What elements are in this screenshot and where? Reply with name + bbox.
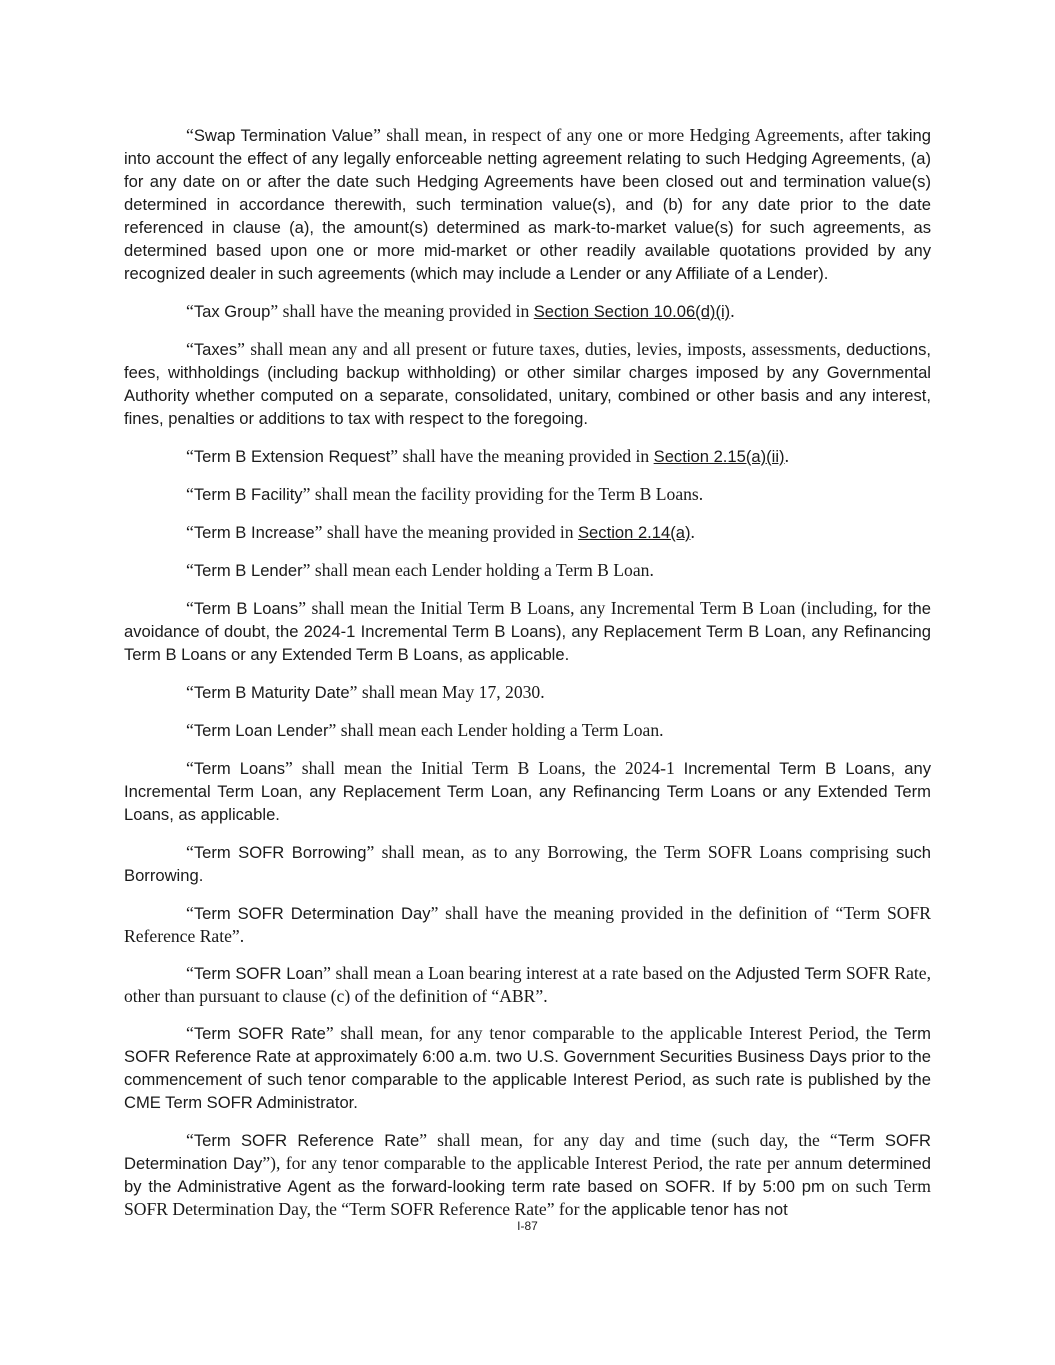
definition-text: Term SOFR Reference Rate at approximately 6:00 a.m. two U.S. Government Securities Business Days prior to the commencement of such tenor comparable to the applicable Interest Period, as such rate is published by the CME Term SOFR Administrator. xyxy=(124,1024,931,1112)
defined-term: Term B Increase xyxy=(193,523,315,542)
defined-term: Swap Termination Value xyxy=(193,126,374,145)
definition-paragraph: “Term SOFR Determination Day” shall have the meaning provided in the definition of “Term SOFR Reference Rate”. xyxy=(124,903,931,946)
defined-term: Term B Loans xyxy=(193,599,299,618)
definition-text: determined by the Administrative Agent as the forward-looking term rate based on SOFR. If by 5:00 pm xyxy=(124,1154,931,1196)
definition-text: for the avoidance of doubt, the 2024-1 Incremental Term B Loans), any Replacement Term B Loan, any Refinancing Term B Loans or any Extended Term B Loans, as applicable. xyxy=(124,599,932,664)
definition-paragraph: “Term Loans” shall mean the Initial Term B Loans, the 2024-1 Incremental Term B Loans, any Incremental Term Loan, any Replacement Term Loan, any Refinancing Term Loans or any Extended Term Loans, as applicable. xyxy=(124,758,931,824)
section-reference-link[interactable]: Section Section 10.06(d)(i) xyxy=(533,302,731,321)
defined-term: Term SOFR Rate xyxy=(193,1024,326,1043)
definition-text: Term SOFR Determination Day xyxy=(124,1131,931,1173)
definition-text: shall mean, for any day and time (such day, the “ xyxy=(437,1130,838,1150)
definition-paragraph: “Term SOFR Reference Rate” shall mean, for any day and time (such day, the “Term SOFR Determination Day”), for any tenor comparable to the applicable Interest Period, the rate per annum determined by the Administrative Agent as the forward-looking term rate based on SOFR. If by 5:00 pm on such Term SOFR Determination Day, the “Term SOFR Reference Rate” for the applicable tenor has not xyxy=(124,1130,931,1219)
definition-text: shall have the meaning provided in xyxy=(282,301,534,321)
definition-text: SOFR Rate, other than pursuant to clause (c) of the definition of “ABR”. xyxy=(124,963,931,1006)
definition-text: shall have the meaning provided in xyxy=(326,522,578,542)
definition-text: shall mean, as to any Borrowing, the Term SOFR Loans comprising xyxy=(381,842,896,862)
definition-text: . xyxy=(784,446,789,466)
definition-text: shall have the meaning provided in the definition of “Term SOFR Reference Rate”. xyxy=(124,903,931,946)
defined-term: Term B Extension Request xyxy=(193,447,391,466)
definition-text: shall mean each Lender holding a Term Loan. xyxy=(340,720,664,740)
definition-text: shall mean each Lender holding a Term B Loan. xyxy=(314,560,654,580)
definition-text: the applicable tenor has not xyxy=(583,1200,788,1219)
document-page xyxy=(124,124,931,1236)
definition-text: on such Term SOFR Determination Day, the “Term SOFR Reference Rate” for xyxy=(124,1176,931,1219)
definition-paragraph: “Term B Facility” shall mean the facility providing for the Term B Loans. xyxy=(186,484,704,504)
section-reference-link[interactable]: Section 2.14(a) xyxy=(577,523,691,542)
definition-text: taking into account the effect of any legally enforceable netting agreement relating to such Hedging Agreements, (a) for any date on or after the date such Hedging Agreements have been closed out and termination value(s) determined in accordance therewith, such termination value(s), and (b) for any date prior to the date referenced in clause (a), the amount(s) determined as mark-to-market value(s) for such agreements, as determined based upon one or more mid-market or other readily available quotations provided by any recognized dealer in such agreements (which may include a Lender or any Affiliate of a Lender). xyxy=(124,126,931,283)
section-reference-link[interactable]: Section 2.15(a)(ii) xyxy=(653,447,785,466)
defined-term: Term SOFR Loan xyxy=(193,964,324,983)
definition-paragraph: “Term Loan Lender” shall mean each Lender holding a Term Loan. xyxy=(186,720,664,740)
definition-text: shall mean the Initial Term B Loans, any Incremental Term B Loan (including, xyxy=(311,598,883,618)
definition-text: shall mean May 17, 2030. xyxy=(361,682,545,702)
definitions-list xyxy=(124,124,931,1221)
defined-term: Term Loan Lender xyxy=(193,721,329,740)
definition-paragraph: “Taxes” shall mean any and all present or future taxes, duties, levies, imposts, assessments, deductions, fees, withholdings (including backup withholding) or other similar charges imposed by any Governmental Authority whether computed on a separate, consolidated, unitary, combined or other basis and any interest, fines, penalties or additions to tax with respect to the foregoing. xyxy=(124,339,931,428)
defined-term: Taxes xyxy=(193,340,238,359)
definition-text: shall mean the Initial Term B Loans, the 2024-1 xyxy=(301,758,684,778)
definition-paragraph: “Tax Group” shall have the meaning provided in Section Section 10.06(d)(i). xyxy=(186,301,735,321)
defined-term: Term B Facility xyxy=(193,485,303,504)
definition-paragraph: “Term SOFR Rate” shall mean, for any tenor comparable to the applicable Interest Period, the Term SOFR Reference Rate at approximately 6:00 a.m. two U.S. Government Securities Business Days prior to the commencement of such tenor comparable to the applicable Interest Period, as such rate is published by the CME Term SOFR Administrator. xyxy=(124,1023,931,1112)
definition-text: such Borrowing. xyxy=(124,843,931,885)
definition-text: deductions, fees, withholdings (including backup withholding) or other similar charges imposed by any Governmental Authority whether computed on a separate, consolidated, unitary, combined or other basis and any interest, fines, penalties or additions to tax with respect to the foregoing. xyxy=(124,340,931,428)
definition-paragraph: “Term B Loans” shall mean the Initial Term B Loans, any Incremental Term B Loan (including, for the avoidance of doubt, the 2024-1 Incremental Term B Loans), any Replacement Term B Loan, any Refinancing Term B Loans or any Extended Term B Loans, as applicable. xyxy=(124,598,932,664)
page-number: I-87 xyxy=(517,1219,538,1233)
definition-text: ”), for any tenor comparable to the applicable Interest Period, the rate per annum xyxy=(262,1153,848,1173)
definition-text: Adjusted Term xyxy=(735,964,842,983)
defined-term: Term Loans xyxy=(193,759,286,778)
definition-text: shall mean, for any tenor comparable to the applicable Interest Period, the xyxy=(340,1023,895,1043)
definition-paragraph: “Term B Extension Request” shall have the meaning provided in Section 2.15(a)(ii). xyxy=(186,446,789,466)
defined-term: Tax Group xyxy=(193,302,271,321)
defined-term: Term SOFR Borrowing xyxy=(193,843,367,862)
definition-text: shall mean a Loan bearing interest at a rate based on the xyxy=(335,963,736,983)
definition-paragraph: “Swap Termination Value” shall mean, in respect of any one or more Hedging Agreements, after taking into account the effect of any legally enforceable netting agreement relating to such Hedging Agreements, (a) for any date on or after the date such Hedging Agreements have been closed out and termination value(s) determined in accordance therewith, such termination value(s), and (b) for any date prior to the date referenced in clause (a), the amount(s) determined as mark-to-market value(s) for such agreements, as determined based upon one or more mid-market or other readily available quotations provided by any recognized dealer in such agreements (which may include a Lender or any Affiliate of a Lender). xyxy=(124,125,931,283)
definition-text: shall have the meaning provided in xyxy=(402,446,654,466)
definition-text: . xyxy=(730,301,735,321)
definition-text: shall mean the facility providing for the Term B Loans. xyxy=(314,484,704,504)
definition-paragraph: “Term B Increase” shall have the meaning provided in Section 2.14(a). xyxy=(186,522,695,542)
definition-text: Incremental Term B Loans, any Incremental Term Loan, any Replacement Term Loan, any Refinancing Term Loans or any Extended Term Loans, as applicable. xyxy=(124,759,931,824)
defined-term: Term SOFR Reference Rate xyxy=(193,1131,420,1150)
definition-text: shall mean any and all present or future taxes, duties, levies, imposts, assessments, xyxy=(250,339,847,359)
definition-text: shall mean, in respect of any one or more Hedging Agreements, after xyxy=(386,125,887,145)
definition-text: . xyxy=(690,522,695,542)
definition-paragraph: “Term B Lender” shall mean each Lender holding a Term B Loan. xyxy=(186,560,654,580)
defined-term: Term SOFR Determination Day xyxy=(193,904,431,923)
defined-term: Term B Lender xyxy=(193,561,303,580)
definition-paragraph: “Term B Maturity Date” shall mean May 17, 2030. xyxy=(186,682,545,702)
definition-paragraph: “Term SOFR Loan” shall mean a Loan bearing interest at a rate based on the Adjusted Term SOFR Rate, other than pursuant to clause (c) of the definition of “ABR”. xyxy=(124,963,931,1006)
defined-term: Term B Maturity Date xyxy=(193,683,350,702)
definition-paragraph: “Term SOFR Borrowing” shall mean, as to any Borrowing, the Term SOFR Loans comprising such Borrowing. xyxy=(124,842,931,885)
